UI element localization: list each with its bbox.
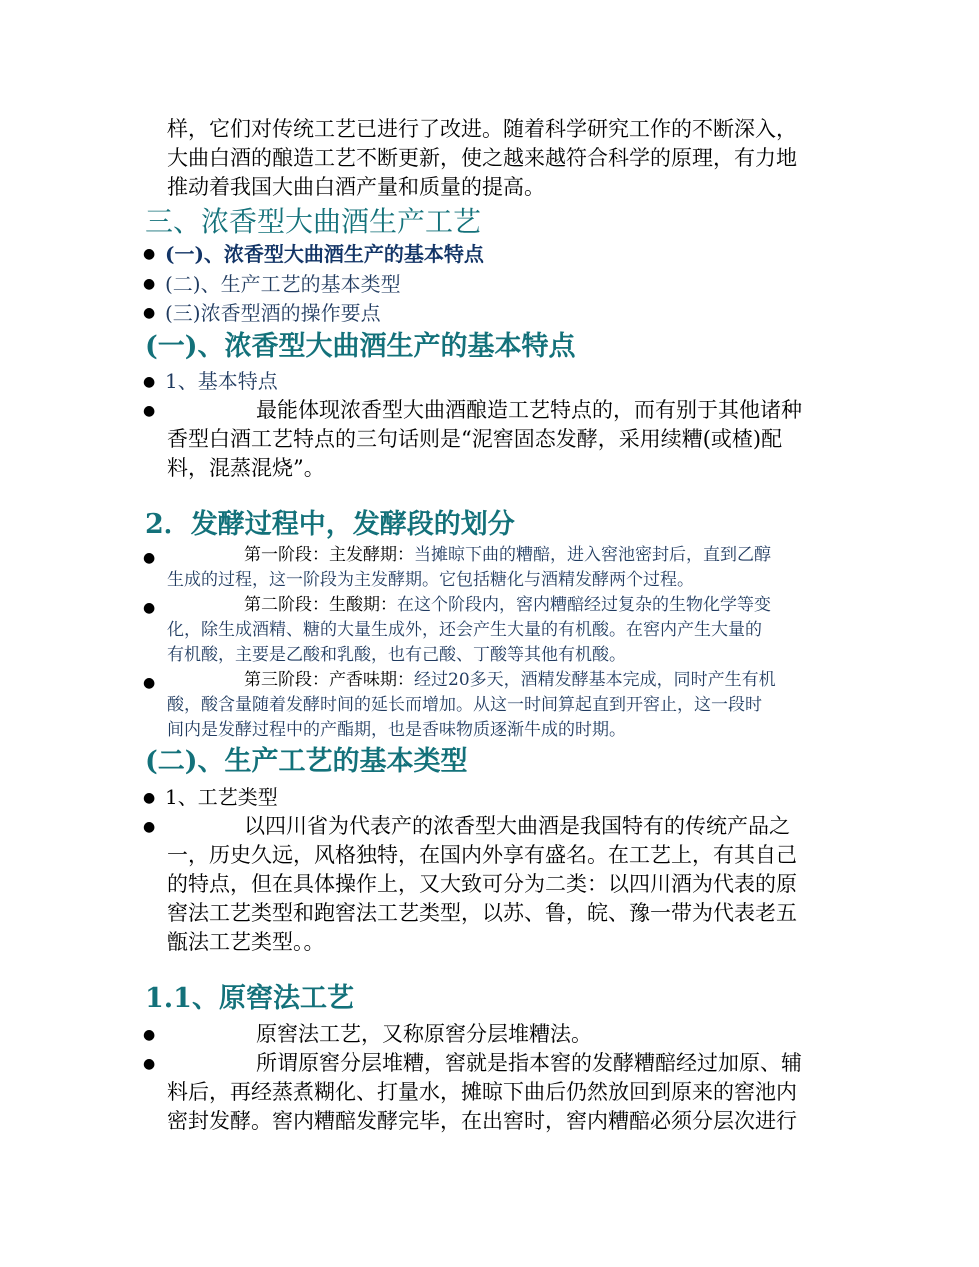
bullet-icon: ● (143, 550, 156, 566)
bullet-icon: ● (143, 790, 156, 806)
bullet-icon: ● (143, 675, 156, 691)
type-line-3: 的特点，但在具体操作上，又大致可分为二类：以四川酒为代表的原 (167, 872, 797, 896)
bullet-icon: ● (143, 246, 156, 262)
phase2-line-1 (244, 593, 771, 618)
bullet-icon: ● (143, 305, 156, 321)
intro-line-3: 推动着我国大曲白酒产量和质量的提高。 (167, 175, 545, 199)
type-line-1: 以四川省为代表产的浓香型大曲酒是我国特有的传统产品之 (244, 814, 790, 838)
type-line-2: 一，历史久远，风格独特，在国内外享有盛名。在工艺上，有其自己 (167, 843, 797, 867)
bullet-icon: ● (143, 600, 156, 616)
phase3-line-3: 间内是发酵过程中的产酯期，也是香味物质逐渐牛成的时期。 (167, 720, 626, 740)
basic-label: 1、基本特点 (165, 369, 278, 393)
yuanjiao-line: 原窖法工艺，又称原窖分层堆糟法。 (256, 1022, 592, 1046)
phase1-text: 当摊晾下曲的糟醅，进入窖池密封后，直到乙醇 (414, 545, 771, 565)
phase2-line-3: 有机酸，主要是乙酸和乳酸，也有己酸、丁酸等其他有机酸。 (167, 645, 626, 665)
phase3-label: 第三阶段：产香味期： (244, 670, 414, 690)
bullet-icon: ● (143, 1027, 156, 1043)
section-title: 三、浓香型大曲酒生产工艺 (145, 205, 482, 238)
phase1-line-2: 生成的过程，这一阶段为主发酵期。它包括糖化与酒精发酵两个过程。 (167, 570, 694, 590)
intro-line-2: 大曲白酒的酿造工艺不断更新，使之越来越符合科学的原理，有力地 (167, 146, 797, 170)
type-line-5: 甑法工艺类型。。 (167, 930, 325, 954)
bullet-icon: ● (143, 276, 156, 292)
intro-line-1: 样，它们对传统工艺已进行了改进。随着科学研究工作的不断深入， (167, 117, 797, 141)
phase2-text: 在这个阶段内，窖内糟醅经过复杂的生物化学等变 (397, 595, 771, 615)
desc-line-1: 所谓原窖分层堆糟，窖就是指本窖的发酵糟醅经过加原、辅 (256, 1051, 802, 1075)
ferment-heading: 2．发酵过程中，发酵段的划分 (145, 509, 515, 540)
basic-line-1: 最能体现浓香型大曲酒酿造工艺特点的，而有别于其他诸种 (256, 398, 802, 422)
toc-item-3[interactable]: (三)浓香型酒的操作要点 (165, 301, 381, 325)
basic-line-3: 料，混蒸混烧”。 (167, 456, 325, 480)
phase3-line-2: 酸，酸含量随着发酵时间的延长而增加。从这一时间算起直到开窖止，这一段时 (167, 695, 762, 715)
bullet-icon: ● (143, 403, 156, 419)
type-line-4: 窖法工艺类型和跑窖法工艺类型，以苏、鲁，皖、豫一带为代表老五 (167, 901, 797, 925)
phase2-line-2: 化，除生成酒精、糖的大量生成外，还会产生大量的有机酸。在窖内产生大量的 (167, 620, 762, 640)
part2-heading: (二)、生产工艺的基本类型 (145, 746, 468, 777)
part1-heading: (一)、浓香型大曲酒生产的基本特点 (145, 331, 576, 362)
desc-line-3: 密封发酵。窖内糟醅发酵完毕，在出窖时，窖内糟醅必须分层次进行 (167, 1109, 797, 1133)
phase3-text: 经过20多天，酒精发酵基本完成，同时产生有机 (414, 670, 776, 690)
phase1-line-1 (244, 543, 771, 568)
basic-line-2: 香型白酒工艺特点的三句话则是“泥窖固态发酵，采用续糟(或楂)配 (167, 427, 783, 451)
desc-line-2: 料后，再经蒸煮糊化、打量水，摊晾下曲后仍然放回到原来的窖池内 (167, 1080, 797, 1104)
bullet-icon: ● (143, 1056, 156, 1072)
phase2-label: 第二阶段：生酸期： (244, 595, 397, 615)
yuanjiao-heading: 1.1、原窖法工艺 (145, 983, 354, 1014)
phase1-label: 第一阶段：主发酵期： (244, 545, 414, 565)
type-label: 1、工艺类型 (165, 785, 278, 809)
toc-item-2[interactable]: (二)、生产工艺的基本类型 (165, 272, 401, 296)
toc-item-1[interactable]: (一)、浓香型大曲酒生产的基本特点 (165, 242, 484, 266)
phase3-line-1 (244, 668, 776, 693)
bullet-icon: ● (143, 374, 156, 390)
bullet-icon: ● (143, 819, 156, 835)
